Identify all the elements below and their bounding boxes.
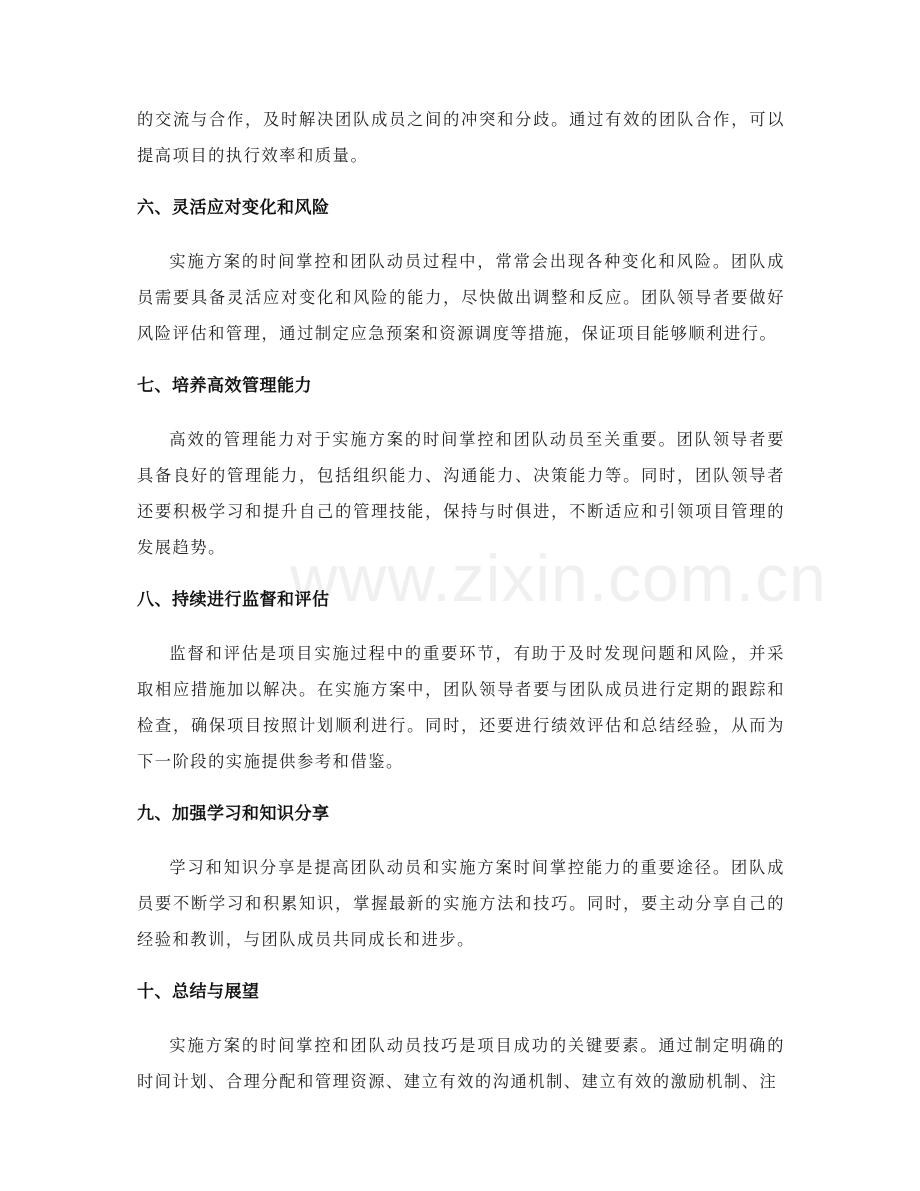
section-8-heading: 八、持续进行监督和评估 [137, 590, 330, 610]
section-8-paragraph: 监督和评估是项目实施过程中的重要环节，有助于及时发现问题和风险，并采取相应措施加以解决。在实施方案中，团队领导者要与团队成员进行定期的跟踪和检查，确保项目按照计划顺利进行。同时，还要进行绩效评估和总结经验，从而为下一阶段的实施提供参考和借鉴。 [137, 644, 785, 771]
section-10-heading: 十、总结与展望 [137, 982, 260, 1002]
intro-paragraph: 的交流与合作，及时解决团队成员之间的冲突和分歧。通过有效的团队合作，可以提高项目的执行效率和质量。 [137, 110, 785, 165]
section-9-heading: 九、加强学习和知识分享 [137, 804, 330, 824]
section-7-heading: 七、培养高效管理能力 [137, 376, 312, 396]
section-9-paragraph: 学习和知识分享是提高团队动员和实施方案时间掌控能力的重要途径。团队成员要不断学习和积累知识，掌握最新的实施方法和技巧。同时，要主动分享自己的经验和教训，与团队成员共同成长和进步。 [137, 858, 785, 949]
document-body [137, 102, 785, 1100]
section-6-heading: 六、灵活应对变化和风险 [137, 198, 330, 218]
watermark-text: www.zixin.com.cn [290, 541, 827, 615]
section-10-paragraph: 实施方案的时间掌控和团队动员技巧是项目成功的关键要素。通过制定明确的时间计划、合理分配和管理资源、建立有效的沟通机制、建立有效的激励机制、注 [137, 1036, 785, 1091]
section-6-paragraph: 实施方案的时间掌控和团队动员过程中，常常会出现各种变化和风险。团队成员需要具备灵活应对变化和风险的能力，尽快做出调整和反应。团队领导者要做好风险评估和管理，通过制定应急预案和资源调度等措施，保证项目能够顺利进行。 [137, 252, 785, 343]
section-7-paragraph: 高效的管理能力对于实施方案的时间掌控和团队动员至关重要。团队领导者要具备良好的管理能力，包括组织能力、沟通能力、决策能力等。同时，团队领导者还要积极学习和提升自己的管理技能，保持与时俱进，不断适应和引领项目管理的发展趋势。 [137, 430, 785, 557]
